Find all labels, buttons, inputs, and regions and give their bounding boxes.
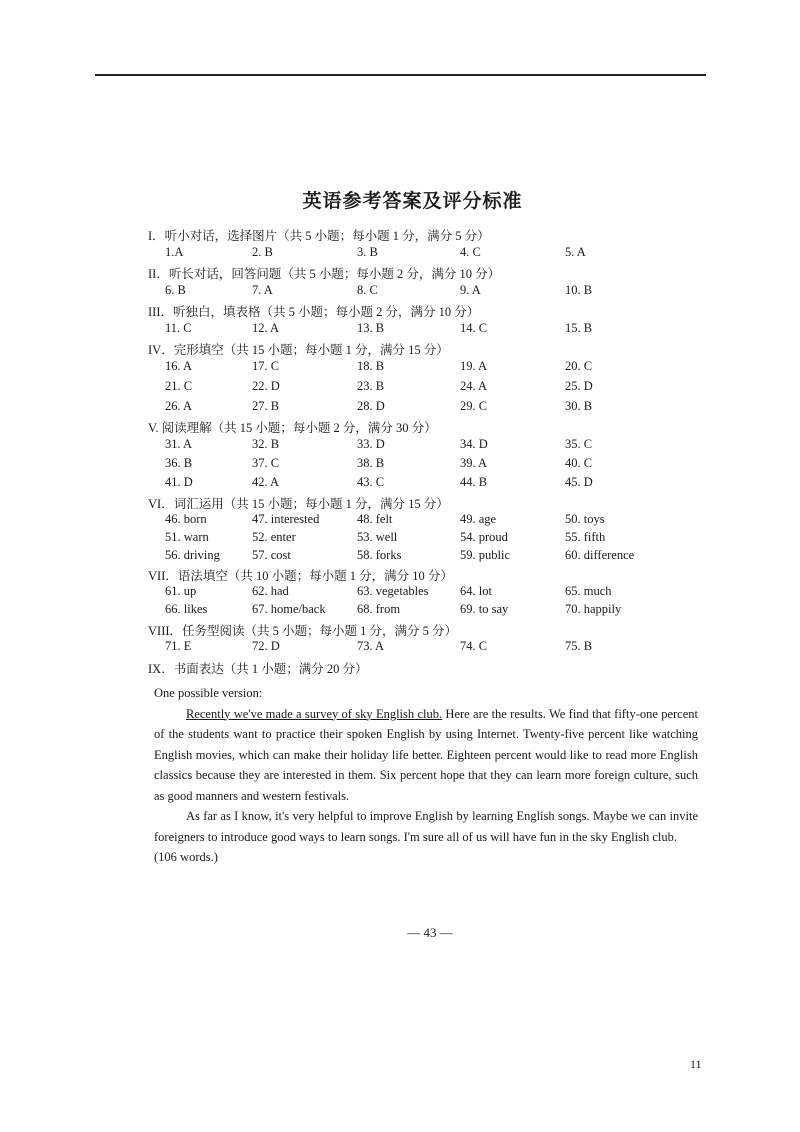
- answer-row: [0, 639, 800, 655]
- answer-37: 37. C: [252, 456, 280, 470]
- answer-66: 66. likes: [165, 602, 208, 616]
- page-number: — 43 —: [407, 925, 453, 940]
- answer-45: 45. D: [565, 475, 593, 489]
- answer-56: 56. driving: [165, 548, 220, 562]
- answer-13: 13. B: [357, 321, 385, 335]
- answer-18: 18. B: [357, 359, 385, 373]
- section-heading-8: VIII．任务型阅读（共 5 小题；每小题 1 分，满分 5 分）: [148, 624, 458, 638]
- section-heading-3: III．听独白，填表格（共 5 小题；每小题 2 分，满分 10 分）: [148, 305, 480, 319]
- answer-4: 4. C: [460, 245, 481, 259]
- answer-25: 25. D: [565, 379, 593, 393]
- answer-row: [0, 456, 800, 472]
- answer-44: 44. B: [460, 475, 488, 489]
- section-heading-9: IX．书面表达（共 1 小题；满分 20 分）: [148, 662, 368, 676]
- answer-33: 33. D: [357, 437, 385, 451]
- answer-27: 27. B: [252, 399, 280, 413]
- answer-71: 71. E: [165, 639, 192, 653]
- answer-20: 20. C: [565, 359, 593, 373]
- answer-23: 23. B: [357, 379, 385, 393]
- essay-intro: One possible version:: [154, 686, 263, 700]
- answer-31: 31. A: [165, 437, 193, 451]
- answer-row: [0, 283, 800, 299]
- answer-34: 34. D: [460, 437, 488, 451]
- answer-36: 36. B: [165, 456, 193, 470]
- answer-29: 29. C: [460, 399, 488, 413]
- answer-54: 54. proud: [460, 530, 508, 544]
- answer-6: 6. B: [165, 283, 186, 297]
- section-heading-5: V. 阅读理解（共 15 小题；每小题 2 分，满分 30 分）: [148, 421, 437, 435]
- section-heading-6: VI．词汇运用（共 15 小题；每小题 1 分，满分 15 分）: [148, 497, 449, 511]
- answer-26: 26. A: [165, 399, 193, 413]
- answer-3: 3. B: [357, 245, 378, 259]
- section-heading-1: I．听小对话，选择图片（共 5 小题；每小题 1 分，满分 5 分）: [148, 229, 490, 243]
- answer-41: 41. D: [165, 475, 193, 489]
- answer-42: 42. A: [252, 475, 280, 489]
- answer-28: 28. D: [357, 399, 385, 413]
- answer-row: [0, 399, 800, 415]
- essay-word-count: (106 words.): [154, 850, 218, 864]
- answer-row: [0, 475, 800, 491]
- answer-70: 70. happily: [565, 602, 622, 616]
- answer-8: 8. C: [357, 283, 378, 297]
- answer-67: 67. home/back: [252, 602, 326, 616]
- answer-row: [0, 584, 800, 600]
- answer-15: 15. B: [565, 321, 593, 335]
- answer-50: 50. toys: [565, 512, 605, 526]
- page-title: 英语参考答案及评分标准: [302, 190, 523, 212]
- answer-row: [0, 359, 800, 375]
- corner-page-number: 11: [690, 1057, 702, 1071]
- answer-53: 53. well: [357, 530, 398, 544]
- answer-73: 73. A: [357, 639, 385, 653]
- answer-2: 2. B: [252, 245, 273, 259]
- answer-58: 58. forks: [357, 548, 402, 562]
- answer-39: 39. A: [460, 456, 488, 470]
- answer-63: 63. vegetables: [357, 584, 429, 598]
- answer-1: 1.A: [165, 245, 184, 259]
- answer-row: [0, 512, 800, 528]
- answer-60: 60. difference: [565, 548, 635, 562]
- answer-7: 7. A: [252, 283, 273, 297]
- answer-5: 5. A: [565, 245, 586, 259]
- answer-52: 52. enter: [252, 530, 296, 544]
- answer-row: [0, 548, 800, 564]
- answer-48: 48. felt: [357, 512, 393, 526]
- answer-12: 12. A: [252, 321, 280, 335]
- answer-65: 65. much: [565, 584, 612, 598]
- answer-row: [0, 321, 800, 337]
- answer-74: 74. C: [460, 639, 488, 653]
- answer-11: 11. C: [165, 321, 192, 335]
- answer-69: 69. to say: [460, 602, 509, 616]
- answer-24: 24. A: [460, 379, 488, 393]
- answer-22: 22. D: [252, 379, 280, 393]
- answer-14: 14. C: [460, 321, 488, 335]
- answer-row: [0, 245, 800, 261]
- answer-49: 49. age: [460, 512, 497, 526]
- essay-paragraph-1-text: Here are the results. We find that fifty-one percent of the students want to practice their spoken English by using Internet. Twenty-five percent like watching English movies, which can make their holiday life better. Eighteen percent would like to read more English classics because they are interested in them. Six percent hope that they can learn more foreign culture, such as good manners and western festivals.: [154, 706, 698, 803]
- section-heading-2: II．听长对话，回答问题（共 5 小题；每小题 2 分，满分 10 分）: [148, 267, 501, 281]
- answer-61: 61. up: [165, 584, 197, 598]
- answer-30: 30. B: [565, 399, 593, 413]
- answer-row: [0, 602, 800, 618]
- answer-68: 68. from: [357, 602, 401, 616]
- top-rule: [95, 74, 706, 76]
- answer-17: 17. C: [252, 359, 280, 373]
- section-heading-4: IV．完形填空（共 15 小题；每小题 1 分，满分 15 分）: [148, 343, 449, 357]
- essay-paragraph-1: [154, 704, 698, 807]
- answer-72: 72. D: [252, 639, 280, 653]
- sample-essay: [154, 683, 698, 868]
- essay-underlined-sentence: Recently we've made a survey of sky English club.: [186, 706, 443, 721]
- answer-21: 21. C: [165, 379, 193, 393]
- answer-57: 57. cost: [252, 548, 291, 562]
- answer-40: 40. C: [565, 456, 593, 470]
- essay-paragraph-2: As far as I know, it's very helpful to improve English by learning English songs. Maybe we can invite foreigners to introduce good ways to learn songs. I'm sure all of us will have fun in the sky English club.: [154, 809, 698, 844]
- answer-51: 51. warn: [165, 530, 209, 544]
- answer-19: 19. A: [460, 359, 488, 373]
- answer-38: 38. B: [357, 456, 385, 470]
- answer-10: 10. B: [565, 283, 593, 297]
- answer-43: 43. C: [357, 475, 385, 489]
- answer-62: 62. had: [252, 584, 289, 598]
- answer-16: 16. A: [165, 359, 193, 373]
- section-heading-7: VII．语法填空（共 10 小题；每小题 1 分，满分 10 分）: [148, 569, 453, 583]
- answer-46: 46. born: [165, 512, 207, 526]
- answer-35: 35. C: [565, 437, 593, 451]
- answer-47: 47. interested: [252, 512, 320, 526]
- answer-32: 32. B: [252, 437, 280, 451]
- answer-row: [0, 437, 800, 453]
- answer-row: [0, 530, 800, 546]
- answer-64: 64. lot: [460, 584, 492, 598]
- answer-55: 55. fifth: [565, 530, 606, 544]
- answer-75: 75. B: [565, 639, 593, 653]
- answer-9: 9. A: [460, 283, 481, 297]
- answer-row: [0, 379, 800, 395]
- answer-59: 59. public: [460, 548, 510, 562]
